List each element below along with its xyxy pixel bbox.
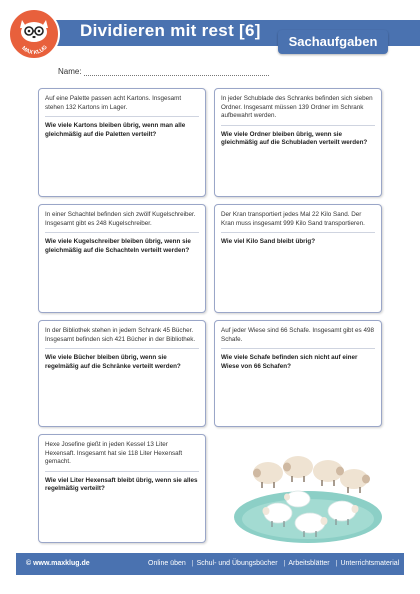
task-card-2: [214, 88, 382, 197]
page-header: [0, 0, 420, 60]
task-card-1: [38, 88, 206, 197]
divider: |: [191, 560, 194, 567]
sheep-meadow-icon: [228, 435, 388, 547]
task-story: In der Bibliothek stehen in jedem Schrank 45 Bücher. Insgesamt befinden sich 421 Bücher in der Bibliothek.: [45, 327, 196, 343]
task-question: Wie viel Kilo Sand bleibt übrig?: [221, 238, 316, 246]
task-card-7: [38, 434, 206, 543]
task-story: Hexe Josefine gießt in jeden Kessel 13 Liter Hexensaft. Insgesamt hat sie 118 Liter Hexensaft gemacht.: [45, 441, 183, 466]
category-badge: Sachaufgaben: [278, 30, 388, 54]
footer-links: [148, 560, 402, 567]
task-card-3: [38, 204, 206, 313]
page-footer: [16, 553, 404, 575]
name-field[interactable]: [58, 67, 269, 76]
task-story: Auf jeder Wiese sind 66 Schafe. Insgesamt gibt es 498 Schafe.: [221, 327, 374, 343]
task-card-6: [214, 320, 382, 427]
divider: |: [335, 560, 338, 567]
footer-site-link[interactable]: © www.maxklug.de: [26, 560, 90, 567]
fox-mascot-icon: [10, 10, 58, 58]
task-question: Wie viele Ordner bleiben übrig, wenn sie gleichmäßig auf die Schubladen verteilt werden?: [221, 130, 368, 147]
task-story: Auf eine Palette passen acht Kartons. Insgesamt stehen 132 Kartons im Lager.: [45, 95, 182, 111]
svg-text:MAX KLUG: MAX KLUG: [20, 44, 49, 57]
divider: [45, 116, 199, 117]
task-question: Wie viele Schafe befinden sich nicht auf einer Wiese von 66 Schafen?: [221, 354, 358, 370]
divider: |: [283, 560, 286, 567]
divider: [45, 232, 199, 233]
divider: [45, 471, 199, 472]
divider: [221, 232, 375, 233]
divider: [221, 125, 375, 126]
task-question: Wie viele Bücher bleiben übrig, wenn sie regelmäßig auf die Schränke verteilt werden?: [45, 354, 181, 370]
name-line[interactable]: [84, 67, 269, 76]
divider: [45, 348, 199, 349]
task-card-5: [38, 320, 206, 427]
task-story: In einer Schachtel befinden sich zwölf Kugelschreiber. Insgesamt gibt es 248 Kugelschreiber.: [45, 211, 196, 227]
footer-link-online[interactable]: Online üben: [148, 560, 186, 567]
task-question: Wie viele Kugelschreiber bleiben übrig, wenn sie gleichmäßig auf die Schachteln verteilt werden?: [45, 238, 191, 254]
name-label: Name:: [58, 67, 82, 76]
divider: [221, 348, 375, 349]
task-story: In jeder Schublade des Schranks befinden sich sieben Ordner. Insgesamt müssen 139 Ordner im Schrank aufbewahrt werden.: [221, 95, 373, 120]
task-story: Der Kran transportiert jedes Mal 22 Kilo Sand. Der Kran muss insgesamt 999 Kilo Sand transportieren.: [221, 211, 365, 227]
task-question: Wie viel Liter Hexensaft bleibt übrig, wenn sie alles regelmäßig verteilt?: [45, 476, 198, 493]
task-card-4: [214, 204, 382, 313]
task-question: Wie viele Kartons bleiben übrig, wenn man alle gleichmäßig auf die Paletten verteilt?: [45, 122, 186, 138]
footer-link-material[interactable]: Unterrichtsmaterial: [340, 560, 400, 567]
footer-link-worksheets[interactable]: Arbeitsblätter: [288, 560, 330, 567]
footer-link-books[interactable]: Schul- und Übungsbücher: [196, 560, 278, 567]
sheep-illustration: [228, 435, 388, 552]
page-title: Dividieren mit rest [6]: [80, 21, 261, 40]
max-klug-logo: [8, 8, 60, 60]
